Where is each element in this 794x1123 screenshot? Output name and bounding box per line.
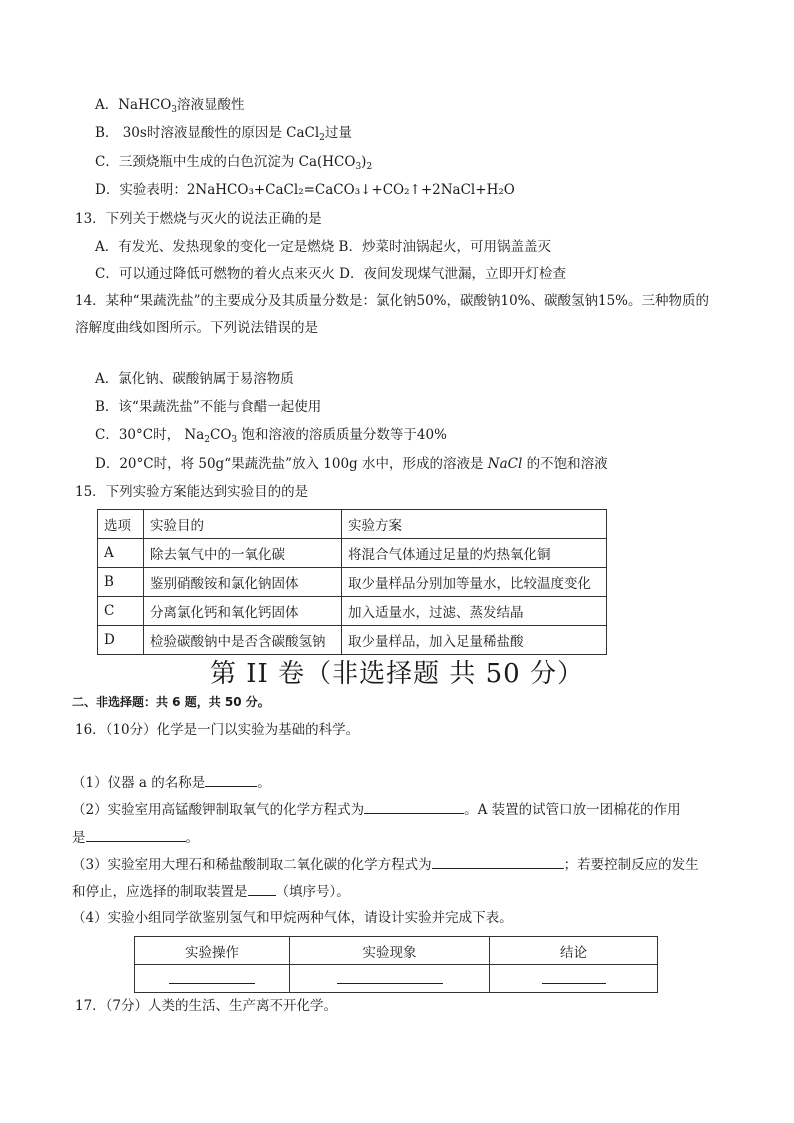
- table-cell: 取少量样品，加入足量稀盐酸: [342, 626, 607, 655]
- q16-part2-line2: 是 。: [72, 830, 199, 846]
- answer-blank[interactable]: [337, 970, 443, 984]
- q17-stem: 17．（7分）人类的生活、生产离不开化学。: [75, 998, 338, 1014]
- table-cell: 除去氧气中的一氧化碳: [144, 539, 342, 568]
- q16-stem: 16．（10分）化学是一门以实验为基础的科学。: [75, 722, 360, 738]
- table-header-cell: 实验操作: [135, 937, 290, 965]
- q12-option-a: A．NaHCO$_3$溶液显酸性: [95, 97, 245, 115]
- q16-part3: （3）实验室用大理石和稀盐酸制取二氧化碳的化学方程式为 ；若要控制反应的发生: [72, 857, 699, 873]
- table-header-cell: 选项: [98, 510, 144, 539]
- table-row: [98, 626, 607, 655]
- table-cell: D: [98, 626, 144, 655]
- q16-part2: （2）实验室用高锰酸钾制取氧气的化学方程式为 。A 装置的试管口放一团棉花的作用: [72, 802, 681, 818]
- table-header-row: [135, 937, 658, 965]
- table-row: [98, 568, 607, 597]
- answer-blank[interactable]: [432, 855, 564, 869]
- section-subtitle: 二、非选择题：共 6 题，共 50 分。: [72, 695, 270, 709]
- table-header-cell: 结论: [490, 937, 658, 965]
- q16-part4: （4）实验小组同学欲鉴别氢气和甲烷两种气体，请设计实验并完成下表。: [72, 910, 513, 926]
- q14-option-b: B．该“果蔬洗盐”不能与食醋一起使用: [95, 399, 322, 415]
- table-header-cell: 实验现象: [290, 937, 490, 965]
- table-cell: B: [98, 568, 144, 597]
- q14-stem-line2: 溶解度曲线如图所示。下列说法错误的是: [75, 320, 318, 336]
- table-row: [98, 597, 607, 626]
- table-row: [135, 965, 658, 993]
- q15-table: [97, 509, 607, 655]
- q12-option-b: B． 30s时溶液显酸性的原因是 CaCl$_2$过量: [95, 125, 352, 143]
- q14-option-a: A．氯化钠、碳酸钠属于易溶物质: [95, 371, 294, 387]
- table-cell: A: [98, 539, 144, 568]
- table-cell: 取少量样品分别加等量水，比较温度变化: [342, 568, 607, 597]
- table-header-row: [98, 510, 607, 539]
- q13-option-cd: C．可以通过降低可燃物的着火点来灭火 D．夜间发现煤气泄漏，立即开灯检查: [95, 266, 566, 282]
- table-cell: [135, 965, 290, 993]
- answer-blank[interactable]: [248, 882, 276, 896]
- table-cell: 鉴别硝酸铵和氯化钠固体: [144, 568, 342, 597]
- table-cell: [490, 965, 658, 993]
- q14-option-d: D．20°C时，将 50g“果蔬洗盐”放入 100g 水中，形成的溶液是 NaCl 的不饱和溶液: [95, 456, 608, 472]
- answer-blank[interactable]: [169, 970, 255, 984]
- section-title: 第 II 卷（非选择题 共 50 分）: [210, 659, 584, 689]
- table-row: [98, 539, 607, 568]
- table-cell: 检验碳酸钠中是否含碳酸氢钠: [144, 626, 342, 655]
- table-cell: C: [98, 597, 144, 626]
- q12-option-d: D．实验表明：2NaHCO₃+CaCl₂=CaCO₃↓+CO₂↑+2NaCl+H₂O: [95, 182, 515, 198]
- answer-blank[interactable]: [364, 800, 464, 814]
- table-cell: 将混合气体通过足量的灼热氧化铜: [342, 539, 607, 568]
- answer-blank[interactable]: [86, 828, 186, 842]
- q16-part3-line2: 和停止，应选择的制取装置是 （填序号）。: [72, 884, 350, 900]
- q15-stem: 15．下列实验方案能达到实验目的的是: [75, 484, 309, 500]
- answer-blank[interactable]: [542, 970, 606, 984]
- q14-stem-line1: 14．某种“果蔬洗盐”的主要成分及其质量分数是：氯化钠50%，碳酸钠10%、碳酸氢钠15%。三种物质的: [75, 293, 709, 309]
- q16-part1: （1）仪器 a 的名称是 。: [72, 775, 271, 791]
- q12-option-c: C．三颈烧瓶中生成的白色沉淀为 $Ca(HCO_3)_2$: [95, 154, 373, 172]
- q13-option-ab: A．有发光、发热现象的变化一定是燃烧 B．炒菜时油锅起火，可用锅盖盖灭: [95, 239, 551, 255]
- table-header-cell: 实验目的: [144, 510, 342, 539]
- table-cell: 加入适量水，过滤、蒸发结晶: [342, 597, 607, 626]
- q14-option-c: C．30°C时， $Na_2CO_3$ 饱和溶液的溶质质量分数等于40%: [95, 427, 447, 445]
- answer-blank[interactable]: [205, 773, 257, 787]
- q16-table: [134, 936, 658, 993]
- table-cell: 分离氯化钙和氧化钙固体: [144, 597, 342, 626]
- table-header-cell: 实验方案: [342, 510, 607, 539]
- q13-stem: 13．下列关于燃烧与灭火的说法正确的是: [75, 211, 322, 227]
- table-cell: [290, 965, 490, 993]
